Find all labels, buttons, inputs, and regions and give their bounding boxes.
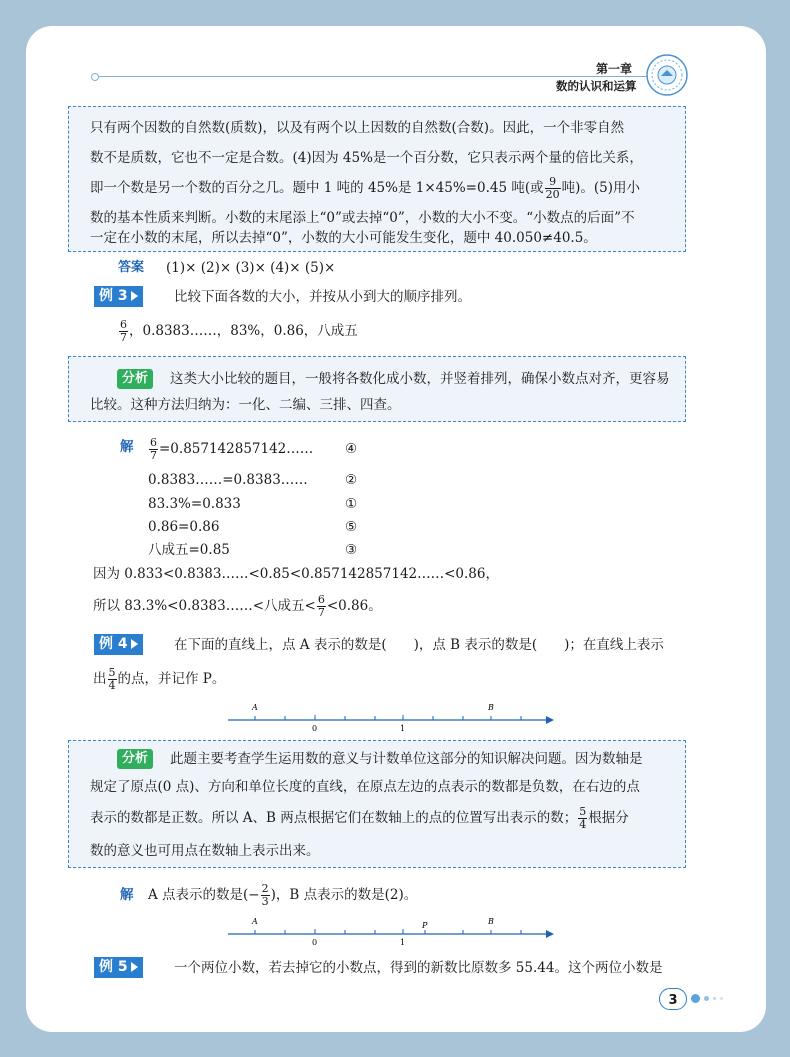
rank-1: ④	[345, 441, 358, 457]
example-5-question: 一个两位小数，若去掉它的小数点，得到的新数比原数多 55.44。这个两位小数是	[174, 960, 663, 976]
box1-line-3	[90, 173, 640, 203]
analysis-2-line-3-end: 根据分	[588, 810, 629, 826]
frac-den: 3	[261, 895, 269, 908]
fraction-9-20	[545, 176, 561, 201]
box1-line-4: 数的基本性质来判断。小数的末尾添上“0”或去掉“0”，小数的大小不变。“小数点的后面”不	[90, 210, 635, 226]
rank-5: ③	[345, 542, 358, 558]
rank-2: ②	[345, 472, 358, 488]
so-suffix: <0.86。	[326, 598, 382, 614]
fraction-2-3	[261, 883, 270, 908]
axis2-label-0: 0	[312, 938, 318, 947]
frac-den: 4	[579, 818, 587, 831]
frac-den: 7	[150, 449, 157, 462]
axis-label-a: A	[252, 703, 258, 712]
answer-label: 答案	[118, 260, 145, 275]
frac-num: 6	[317, 593, 325, 606]
solution-3-so	[93, 591, 382, 621]
numbers-text: ，0.8383……，83%，0.86，八成五	[129, 323, 358, 339]
example-3-label	[94, 286, 143, 307]
axis-label-b: B	[488, 703, 494, 712]
footer-dot-1	[691, 994, 700, 1003]
footer-dot-3	[713, 997, 716, 1000]
analysis-2-line-1: 此题主要考查学生运用数的意义与计数单位这部分的知识解决问题。因为数轴是	[170, 751, 643, 767]
frac-den: 7	[120, 331, 127, 344]
frac-num: 9	[545, 176, 561, 189]
box1-line-2: 数不是质数，它也不一定是合数。(4)因为 45%是一个百分数，它只表示两个量的倍比关系，	[90, 150, 643, 166]
page-number-box	[659, 988, 687, 1010]
row-expr: =0.857142857142……	[159, 441, 314, 457]
line2-suffix: 的点，并记作 P。	[117, 671, 226, 687]
box1-line-1: 只有两个因数的自然数(质数)，以及有两个以上因数的自然数(合数)。因此，一个非零自然	[90, 120, 625, 136]
frac-den: 4	[108, 679, 116, 692]
fraction-5-4-b	[578, 806, 587, 831]
frac-num: 2	[261, 882, 269, 895]
sol4-prefix: A 点表示的数是(−	[148, 887, 260, 903]
solution-4-text	[148, 880, 417, 910]
box1-line-3-text: 即一个数是另一个数的百分之几。题中 1 吨的 45%是 1×45%=0.45 吨(或	[90, 180, 544, 196]
frac-den: 7	[317, 606, 325, 619]
line2-prefix: 出	[93, 671, 107, 687]
solution-3-row-5: 八成五=0.85	[148, 542, 230, 558]
axis2-label-a: A	[252, 917, 258, 926]
box1-line-5: 一定在小数的末尾，所以去掉“0”，小数的大小可能发生变化，题中 40.050≠40.5。	[90, 230, 597, 246]
page-number: 3	[668, 993, 678, 1008]
axis-label-0: 0	[312, 724, 318, 733]
arrow-icon	[131, 291, 138, 301]
analysis-2-badge: 分析	[117, 749, 153, 769]
number-line-2	[220, 914, 560, 948]
example-4-label	[94, 634, 143, 655]
fraction-6-7-c	[317, 594, 326, 619]
solution-3-because: 因为 0.833<0.8383……<0.85<0.857142857142……<0.86，	[93, 566, 499, 582]
arrow-icon	[131, 962, 138, 972]
arrow-icon	[131, 639, 138, 649]
frac-num: 5	[579, 805, 587, 818]
example-5-label-text: 例 5	[99, 959, 128, 975]
number-line-1	[220, 700, 560, 734]
rank-4: ⑤	[345, 519, 358, 535]
example-3-label-text: 例 3	[99, 288, 128, 304]
axis-label-1: 1	[400, 724, 406, 733]
fraction-5-4	[108, 667, 117, 692]
analysis-1-badge: 分析	[117, 369, 153, 389]
rank-3: ①	[345, 496, 358, 512]
example-3-numbers	[118, 316, 358, 346]
header-dot	[91, 73, 99, 81]
solution-4-label: 解	[120, 887, 134, 903]
analysis-2-line-3	[90, 803, 629, 833]
header-emblem-icon	[644, 52, 690, 98]
analysis-2-line-3-text: 表示的数都是正数。所以 A、B 两点根据它们在数轴上的点的位置写出表示的数；	[90, 810, 578, 826]
solution-3-label: 解	[120, 439, 134, 455]
analysis-1-line-2: 比较。这种方法归纳为：一化、二编、三排、四查。	[90, 397, 401, 413]
frac-num: 5	[108, 666, 116, 679]
answer-text: (1)× (2)× (3)× (4)× (5)×	[166, 260, 336, 276]
fraction-6-7	[119, 319, 128, 344]
example-4-label-text: 例 4	[99, 636, 128, 652]
example-4-question: 在下面的直线上，点 A 表示的数是( )，点 B 表示的数是( )；在直线上表示	[174, 637, 664, 653]
axis2-label-b: B	[488, 917, 494, 926]
example-4-line-2	[93, 664, 225, 694]
solution-3-row-3: 83.3%=0.833	[148, 496, 241, 512]
box1-line-3-end: 吨)。(5)用小	[561, 180, 640, 196]
axis2-label-p: P	[422, 921, 428, 930]
so-prefix: 所以 83.3%<0.8383……<八成五<	[93, 598, 316, 614]
fraction-6-7-b	[149, 437, 158, 462]
chapter-subtitle: 数的认识和运算	[556, 79, 637, 93]
sol4-suffix: )，B 点表示的数是(2)。	[270, 887, 418, 903]
axis2-label-1: 1	[400, 938, 406, 947]
footer-dot-2	[704, 996, 709, 1001]
solution-3-row-2: 0.8383……=0.8383……	[148, 472, 308, 488]
example-5-label	[94, 957, 143, 978]
analysis-2-line-4: 数的意义也可用点在数轴上表示出来。	[90, 843, 320, 859]
chapter-title: 第一章	[596, 62, 633, 76]
analysis-1-line-1: 这类大小比较的题目，一般将各数化成小数，并竖着排列，确保小数点对齐，更容易	[170, 371, 670, 387]
example-3-question: 比较下面各数的大小，并按从小到大的顺序排列。	[174, 289, 471, 305]
analysis-2-line-2: 规定了原点(0 点)、方向和单位长度的直线，在原点左边的点表示的数都是负数，在右边的点	[90, 779, 640, 795]
solution-3-row-1	[148, 434, 313, 464]
footer-dot-4	[720, 997, 723, 1000]
header-line	[95, 76, 655, 77]
frac-num: 6	[150, 436, 157, 449]
frac-num: 6	[120, 318, 127, 331]
solution-3-row-4: 0.86=0.86	[148, 519, 220, 535]
frac-den: 20	[545, 188, 560, 201]
